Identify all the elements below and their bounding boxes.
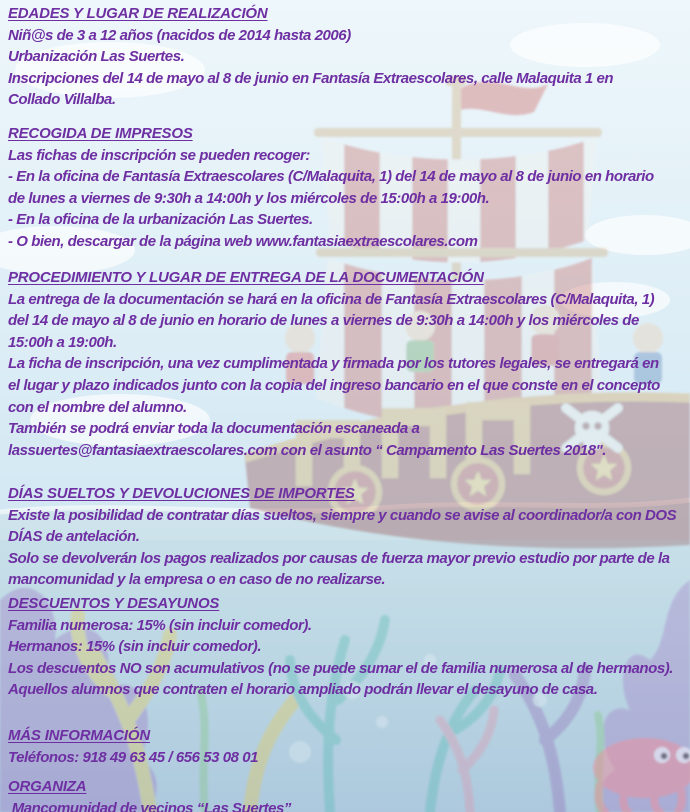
section-body [8,289,690,462]
section-body [8,747,690,769]
text-line: Mancomunidad de vecinos “Las Suertes” [8,799,291,812]
section-heading: DESCUENTOS Y DESAYUNOS [8,595,220,612]
section-procedimiento-entrega [0,267,690,461]
section-heading: EDADES Y LUGAR DE REALIZACIÓN [8,5,268,22]
section-descuentos-desayunos [0,593,690,701]
text-line: Aquellos alumnos que contraten el horario ampliado podrán llevar el desayuno de casa. [8,681,598,699]
text-line: lassuertes@fantasiaextraescolares.com con el asunto “ Campamento Las Suertes 2018". [8,441,606,459]
text-line: - O bien, descargar de la página web www.fantasiaextraescolares.com [8,232,478,250]
text-line: Solo se devolverán los pagos realizados por causas de fuerza mayor previo estudio por parte de la [8,549,670,567]
text-line: - En la oficina de la urbanización Las Suertes. [8,211,313,229]
section-mas-informacion [0,725,690,768]
text-line: Existe la posibilidad de contratar días sueltos, siempre y cuando se avise al coordinador/a con DOS [8,506,677,524]
text-line: de lunes a viernes de 9:30h a 14:00h y los miércoles de 15:00h a 19:00h. [8,189,490,207]
section-body [8,505,690,591]
section-organiza [0,776,690,812]
section-body [8,798,690,812]
section-heading: PROCEDIMIENTO Y LUGAR DE ENTREGA DE LA DOCUMENTACIÓN [8,269,484,286]
text-line: 15:00h a 19:00h. [8,333,117,351]
text-line: La entrega de la documentación se hará en la oficina de Fantasía Extraescolares (C/Malaquita, 1) [8,290,655,308]
section-recogida-de-impresos [0,123,690,253]
section-body [8,615,690,701]
text-line: Hermanos: 15% (sin incluir comedor). [8,638,262,656]
text-line: Las fichas de inscripción se pueden recoger: [8,146,310,164]
section-dias-sueltos-devoluciones [0,483,690,591]
section-body [8,145,690,253]
text-line: Familia numerosa: 15% (sin incluir comedor). [8,616,312,634]
text-line: Teléfonos: 918 49 63 45 / 656 53 08 01 [8,748,259,766]
text-line: DÍAS de antelación. [8,528,140,546]
section-body [8,25,690,111]
text-line: Collado Villalba. [8,91,116,109]
text-line: mancomunidad y la empresa o en caso de no realizarse. [8,571,386,589]
text-line: Niñ@s de 3 a 12 años (nacidos de 2014 hasta 2006) [8,26,351,44]
text-line: del 14 de mayo al 8 de junio en horario de lunes a viernes de 9:30h a 14:00h y los miércoles de [8,312,639,330]
text-line: Los descuentos NO son acumulativos (no se puede sumar el de familia numerosa al de hermanos). [8,659,674,677]
section-heading: RECOGIDA DE IMPRESOS [8,125,193,142]
section-heading: MÁS INFORMACIÓN [8,727,150,744]
text-line: Urbanización Las Suertes. [8,48,185,66]
text-line: el lugar y plazo indicados junto con la copia del ingreso bancario en el que conste en el concepto [8,376,660,394]
section-edades-y-lugar [0,3,690,111]
text-line: Inscripciones del 14 de mayo al 8 de junio en Fantasía Extraescolares, calle Malaquita 1 en [8,69,614,87]
section-heading: ORGANIZA [8,778,87,795]
text-line: También se podrá enviar toda la documentación escaneada a [8,420,420,438]
text-line: La ficha de inscripción, una vez cumplimentada y firmada por los tutores legales, se entregará en [8,355,659,373]
section-heading: DÍAS SUELTOS Y DEVOLUCIONES DE IMPORTES [8,485,355,502]
text-line: con el nombre del alumno. [8,398,187,416]
text-line: - En la oficina de Fantasía Extraescolares (C/Malaquita, 1) del 14 de mayo al 8 de junio en horario [8,168,654,186]
